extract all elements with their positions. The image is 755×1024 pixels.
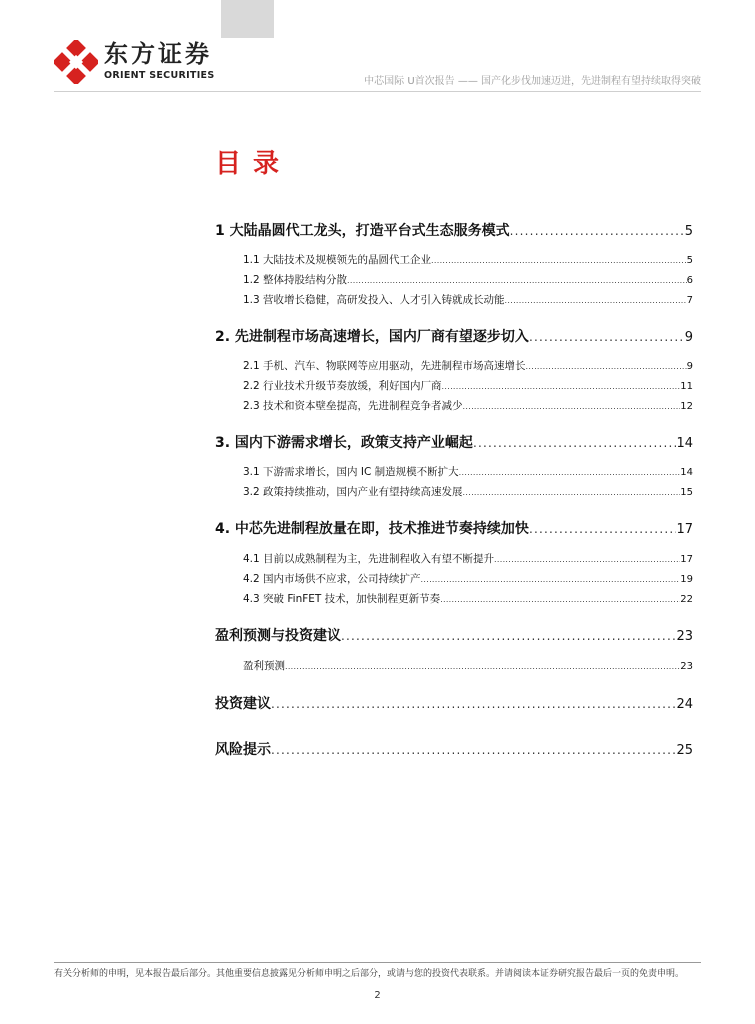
toc-entry-text: 1 大陆晶圆代工龙头，打造平台式生态服务模式: [215, 223, 510, 239]
toc-dot-leader: [463, 400, 681, 414]
toc-page-number: 17: [676, 522, 693, 537]
toc-entry-risk-warning[interactable]: [215, 740, 693, 761]
toc-dot-leader: [421, 573, 681, 587]
toc-entry-text: 4. 中芯先进制程放量在即，技术推进节奏持续加快: [215, 521, 529, 537]
toc-entry-investment-advice[interactable]: [215, 694, 693, 715]
footer-disclaimer: 有关分析师的申明，见本报告最后部分。其他重要信息披露见分析师申明之后部分，或请与您的投资代表联系。并请阅读本证券研究报告最后一页的免责申明。: [54, 969, 685, 979]
toc-dot-leader: [463, 486, 681, 500]
toc-page-number: 9: [684, 330, 693, 345]
toc-entry-profit-forecast-advice[interactable]: [215, 626, 693, 647]
toc-entry-1-3[interactable]: [243, 293, 693, 308]
toc-entry-text: 2.1 手机、汽车、物联网等应用驱动，先进制程市场高速增长: [243, 360, 526, 372]
toc-entry-3-1[interactable]: [243, 465, 693, 480]
toc-page-number: 7: [686, 295, 693, 306]
toc-dot-leader: [473, 433, 677, 453]
toc-dot-leader: [431, 254, 687, 268]
toc-page-number: 12: [680, 401, 693, 412]
toc-entry-1-1[interactable]: [243, 253, 693, 268]
toc-entry-4-2[interactable]: [243, 572, 693, 587]
toc-page-number: 14: [680, 467, 693, 478]
toc-entry-section-4[interactable]: [215, 519, 693, 540]
header-divider: [54, 91, 701, 92]
toc-entry-section-3[interactable]: [215, 433, 693, 454]
toc-page-number: 6: [686, 275, 693, 286]
toc-dot-leader: [505, 294, 687, 308]
toc-entry-text: 3. 国内下游需求增长，政策支持产业崛起: [215, 435, 473, 451]
toc-page-number: 9: [686, 361, 693, 372]
toc-page-number: 5: [686, 255, 693, 266]
toc-page-number: 15: [680, 487, 693, 498]
toc-entry-text: 1.3 营收增长稳健，高研发投入、人才引入铸就成长动能: [243, 294, 505, 306]
toc-entry-4-1[interactable]: [243, 552, 693, 567]
toc-dot-leader: [526, 360, 687, 374]
toc-entry-text: 1.1 大陆技术及规模领先的晶圆代工企业: [243, 254, 432, 266]
toc-page-number: 11: [680, 381, 693, 392]
toc-entry-text: 风险提示: [215, 742, 271, 758]
toc-page-number: 19: [680, 574, 693, 585]
toc-dot-leader: [341, 626, 676, 646]
toc-dot-leader: [529, 327, 685, 347]
toc-entry-text: 盈利预测与投资建议: [215, 628, 341, 644]
toc-dot-leader: [440, 593, 680, 607]
toc-entry-2-3[interactable]: [243, 399, 693, 414]
toc-entry-text: 4.2 国内市场供不应求，公司持续扩产: [243, 573, 421, 585]
toc-entry-section-2[interactable]: [215, 327, 693, 348]
toc-dot-leader: [510, 221, 685, 241]
toc-entry-profit-forecast[interactable]: [243, 659, 693, 674]
logo-text-en: ORIENT SECURITIES: [104, 70, 215, 81]
toc-dot-leader: [285, 660, 680, 674]
toc-dot-leader: [271, 740, 676, 760]
page-number: 2: [374, 990, 381, 1001]
toc-entry-text: 2.3 技术和资本壁垒提高，先进制程竞争者减少: [243, 400, 463, 412]
toc-page-number: 25: [676, 743, 693, 758]
toc-entry-2-1[interactable]: [243, 359, 693, 374]
toc-entry-text: 3.1 下游需求增长，国内 IC 制造规模不断扩大: [243, 466, 459, 478]
logo-text-cn: 东方证券: [104, 40, 212, 68]
report-header-title: 中芯国际 U首次报告 —— 国产化步伐加速迈进，先进制程有望持续取得突破: [364, 76, 701, 87]
toc-dot-leader: [494, 553, 680, 567]
toc-dot-leader: [442, 380, 681, 394]
toc-title: 目录: [215, 149, 292, 179]
toc-page-number: 17: [680, 554, 693, 565]
toc-dot-leader: [529, 519, 677, 539]
toc-entry-2-2[interactable]: [243, 379, 693, 394]
toc-entry-3-2[interactable]: [243, 485, 693, 500]
toc-entry-text: 1.2 整体持股结构分散: [243, 274, 348, 286]
toc-page-number: 23: [676, 629, 693, 644]
toc-page-number: 23: [680, 661, 693, 672]
toc-entry-text: 4.3 突破 FinFET 技术，加快制程更新节奏: [243, 593, 441, 605]
toc-entry-4-3[interactable]: [243, 592, 693, 607]
toc-entry-text: 4.1 目前以成熟制程为主，先进制程收入有望不断提升: [243, 553, 495, 565]
footer-divider: [54, 962, 701, 963]
toc-dot-leader: [271, 694, 676, 714]
toc-entry-text: 盈利预测: [243, 660, 285, 672]
toc-entry-section-1[interactable]: [215, 221, 693, 242]
toc-entry-text: 2. 先进制程市场高速增长，国内厂商有望逐步切入: [215, 329, 529, 345]
header-decoration-bar: [221, 0, 274, 38]
toc-page-number: 5: [684, 224, 693, 239]
toc-page-number: 24: [676, 697, 693, 712]
toc-dot-leader: [459, 466, 681, 480]
toc-entry-1-2[interactable]: [243, 273, 693, 288]
toc-page-number: 22: [680, 594, 693, 605]
orient-securities-logo-icon: [54, 40, 98, 84]
toc-entry-text: 3.2 政策持续推动，国内产业有望持续高速发展: [243, 486, 463, 498]
toc-entry-text: 投资建议: [215, 696, 271, 712]
toc-page-number: 14: [676, 436, 693, 451]
toc-entry-text: 2.2 行业技术升级节奏放缓，利好国内厂商: [243, 380, 442, 392]
toc-dot-leader: [347, 274, 687, 288]
